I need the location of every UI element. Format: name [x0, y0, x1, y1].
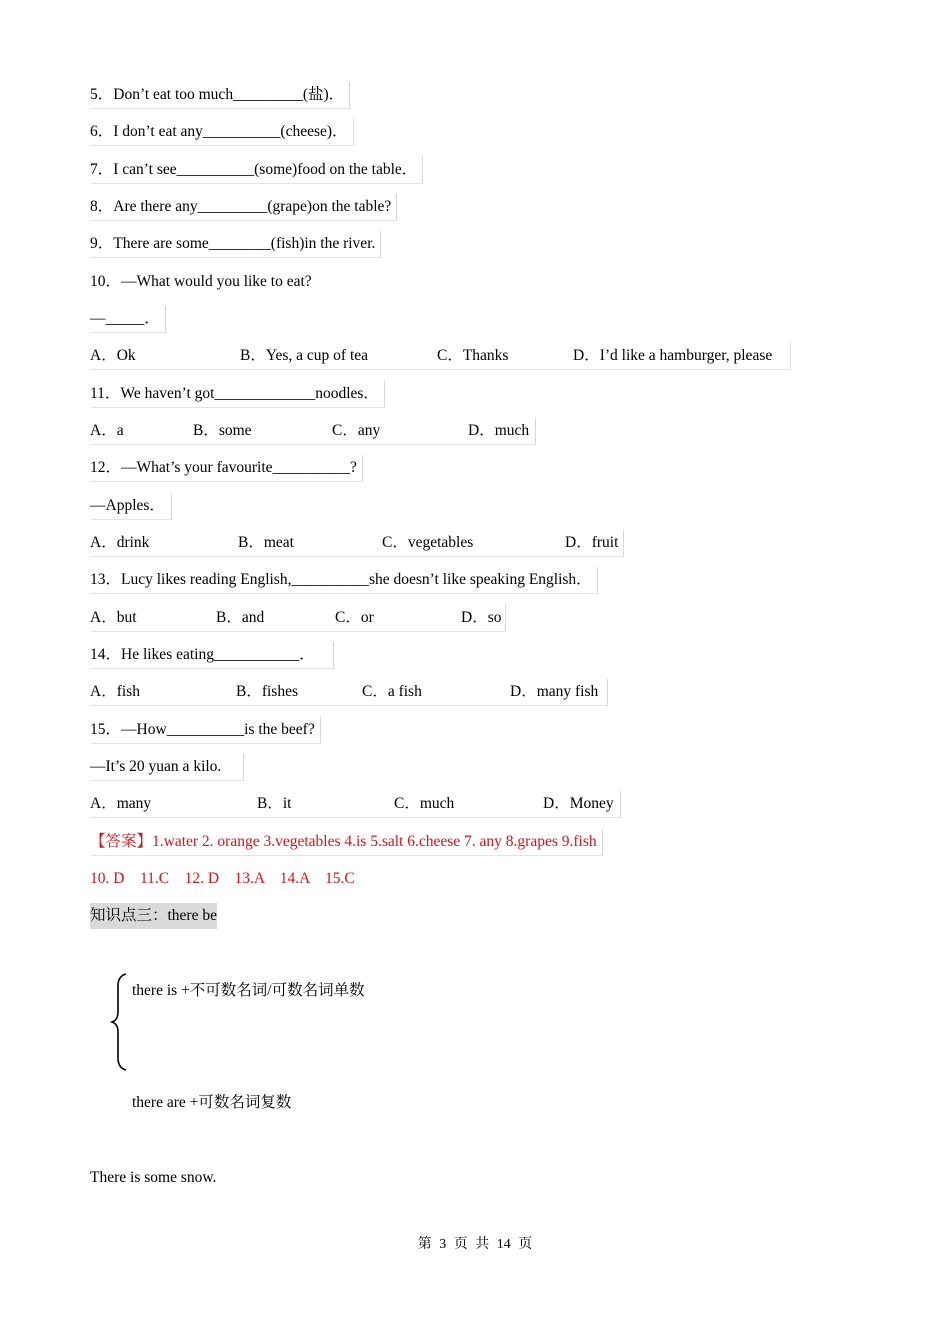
question-12-answer-line: —Apples． [90, 493, 172, 520]
question-14: 14．He likes eating___________． [90, 642, 334, 669]
question-10-answer-line: —_____． [90, 306, 166, 333]
option-c: C．much [394, 795, 455, 812]
section-title: 知识点三：there be [90, 903, 217, 929]
option-b: B．some [193, 422, 252, 439]
option-a: A．many [90, 795, 152, 812]
option-d: D．fruit [565, 534, 619, 551]
option-c: C．vegetables [382, 534, 474, 551]
option-c: C．or [335, 609, 374, 626]
question-14-options [90, 679, 608, 706]
question-10-options [90, 343, 791, 370]
question-15-answer-line: —It’s 20 yuan a kilo. [90, 754, 244, 781]
question-11: 11．We haven’t got_____________noodles． [90, 381, 385, 408]
question-6: 6．I don’t eat any__________(cheese)． [90, 119, 354, 146]
question-9: 9．There are some________(fish)in the river. [90, 231, 381, 258]
option-d: D．many fish [510, 683, 599, 700]
option-d: D．much [468, 422, 530, 439]
option-a: A．drink [90, 534, 150, 551]
question-5: 5．Don’t eat too much_________(盐)． [90, 82, 350, 109]
option-a: A．but [90, 609, 137, 626]
option-c: C．Thanks [437, 347, 509, 364]
rule-there-is: there is +不可数名词/可数名词单数 [132, 982, 365, 999]
option-b: B．and [216, 609, 265, 626]
option-c: C．a fish [362, 683, 422, 700]
answer-key-line-2: 10. D 11.C 12. D 13.A 14.A 15.C [90, 870, 355, 887]
rule-there-are: there are +可数名词复数 [132, 1094, 292, 1111]
question-12: 12．—What’s your favourite__________? [90, 455, 363, 482]
answer-key-line-1: 【答案】1.water 2. orange 3.vegetables 4.is 5.salt 6.cheese 7. any 8.grapes 9.fish [90, 829, 603, 856]
question-7: 7．I can’t see__________(some)food on the table． [90, 157, 423, 184]
option-a: A．a [90, 422, 124, 439]
option-b: B．Yes, a cup of tea [240, 347, 369, 364]
question-15: 15．—How__________is the beef? [90, 717, 321, 744]
option-b: B．it [257, 795, 292, 812]
question-13: 13．Lucy likes reading English,__________she doesn’t like speaking English． [90, 567, 598, 594]
option-a: A．Ok [90, 347, 136, 364]
option-d: D．Money [543, 795, 614, 812]
option-d: D．so [461, 609, 502, 626]
option-d: D．I’d like a hamburger, please [573, 347, 773, 364]
example-sentence: There is some snow. [90, 1169, 217, 1186]
option-c: C．any [332, 422, 381, 439]
curly-brace-icon [110, 972, 130, 1072]
option-a: A．fish [90, 683, 140, 700]
page-footer: 第 3 页 共 14 页 [417, 1237, 533, 1252]
question-12-options [90, 530, 624, 557]
question-11-options [90, 418, 536, 445]
question-10: 10．—What would you like to eat? [90, 273, 312, 290]
question-15-options [90, 791, 621, 818]
option-b: B．fishes [236, 683, 299, 700]
option-b: B．meat [238, 534, 294, 551]
question-13-options [90, 605, 506, 632]
question-8: 8．Are there any_________(grape)on the table? [90, 194, 397, 221]
